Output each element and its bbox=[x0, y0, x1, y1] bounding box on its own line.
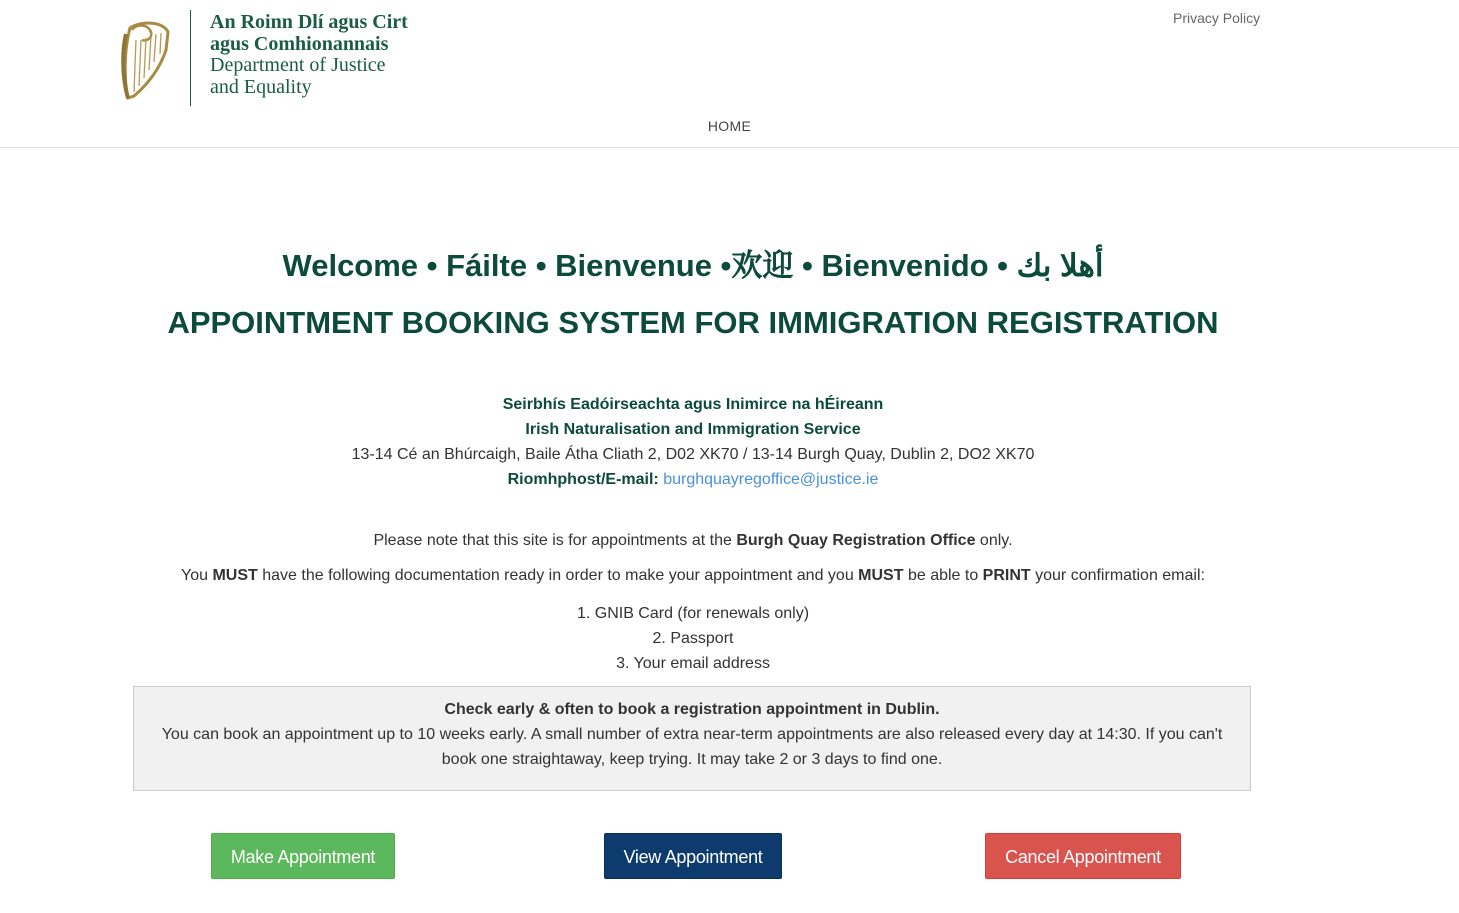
list-item: 1. GNIB Card (for renewals only) bbox=[576, 605, 810, 622]
dept-irish-line2: agus Comhionannais bbox=[210, 32, 389, 55]
office-name-english: Irish Naturalisation and Immigration Service bbox=[525, 421, 861, 438]
req-mid-1: have the following documentation ready in order to make your appointment and you bbox=[257, 567, 859, 584]
required-documents-list bbox=[0, 601, 1386, 676]
department-name bbox=[210, 12, 408, 98]
note-office-name: Burgh Quay Registration Office bbox=[736, 532, 976, 549]
site-header bbox=[0, 0, 1459, 148]
email-label: Riomhphost/E-mail: bbox=[507, 471, 659, 488]
cancel-appointment-button[interactable]: Cancel Appointment bbox=[985, 833, 1181, 879]
req-print: PRINT bbox=[982, 567, 1031, 584]
site-note bbox=[0, 532, 1386, 550]
nav-home-link[interactable]: HOME bbox=[707, 118, 752, 134]
req-must-2: MUST bbox=[858, 567, 904, 584]
office-details bbox=[0, 392, 1386, 492]
office-name-irish: Seirbhís Eadóirseachta agus Inimirce na hÉireann bbox=[502, 396, 884, 413]
page-title: APPOINTMENT BOOKING SYSTEM FOR IMMIGRATION REGISTRATION bbox=[167, 305, 1219, 340]
make-appointment-button[interactable]: Make Appointment bbox=[211, 833, 395, 879]
info-body: You can book an appointment up to 10 weeks early. A small number of extra near-term appointments are also released every day at 14:30. If you can't book one straightaway, keep trying. It may take 2 or 3 days to find one. bbox=[161, 726, 1223, 768]
office-address: 13-14 Cé an Bhúrcaigh, Baile Átha Cliath 2, D02 XK70 / 13-14 Burgh Quay, Dublin 2, DO2 XK70 bbox=[351, 446, 1035, 463]
info-heading: Check early & often to book a registration appointment in Dublin. bbox=[444, 701, 940, 718]
req-end: your confirmation email: bbox=[1030, 567, 1205, 584]
dept-english-line1: Department of Justice bbox=[210, 54, 386, 76]
req-mid-2: be able to bbox=[903, 567, 983, 584]
note-suffix: only. bbox=[975, 532, 1013, 549]
logo-divider bbox=[190, 10, 191, 106]
req-must-1: MUST bbox=[212, 567, 258, 584]
office-email-line bbox=[0, 467, 1386, 492]
view-appointment-button[interactable]: View Appointment bbox=[604, 833, 782, 879]
harp-icon bbox=[120, 20, 174, 100]
dept-irish-line1: An Roinn Dlí agus Cirt bbox=[210, 11, 408, 33]
dept-english-line2: and Equality bbox=[210, 75, 312, 98]
booking-info-box bbox=[133, 686, 1251, 791]
privacy-policy-link[interactable]: Privacy Policy bbox=[1173, 10, 1261, 26]
welcome-heading: Welcome • Fáilte • Bienvenue •欢迎 • Bienvenido • أهلا بك bbox=[282, 248, 1104, 283]
list-item: 2. Passport bbox=[652, 630, 734, 647]
list-item: 3. Your email address bbox=[616, 655, 770, 672]
req-you: You bbox=[181, 567, 213, 584]
email-link[interactable]: burghquayregoffice@justice.ie bbox=[663, 471, 879, 488]
requirements-note bbox=[0, 567, 1386, 585]
note-prefix: Please note that this site is for appointments at the bbox=[373, 532, 737, 549]
